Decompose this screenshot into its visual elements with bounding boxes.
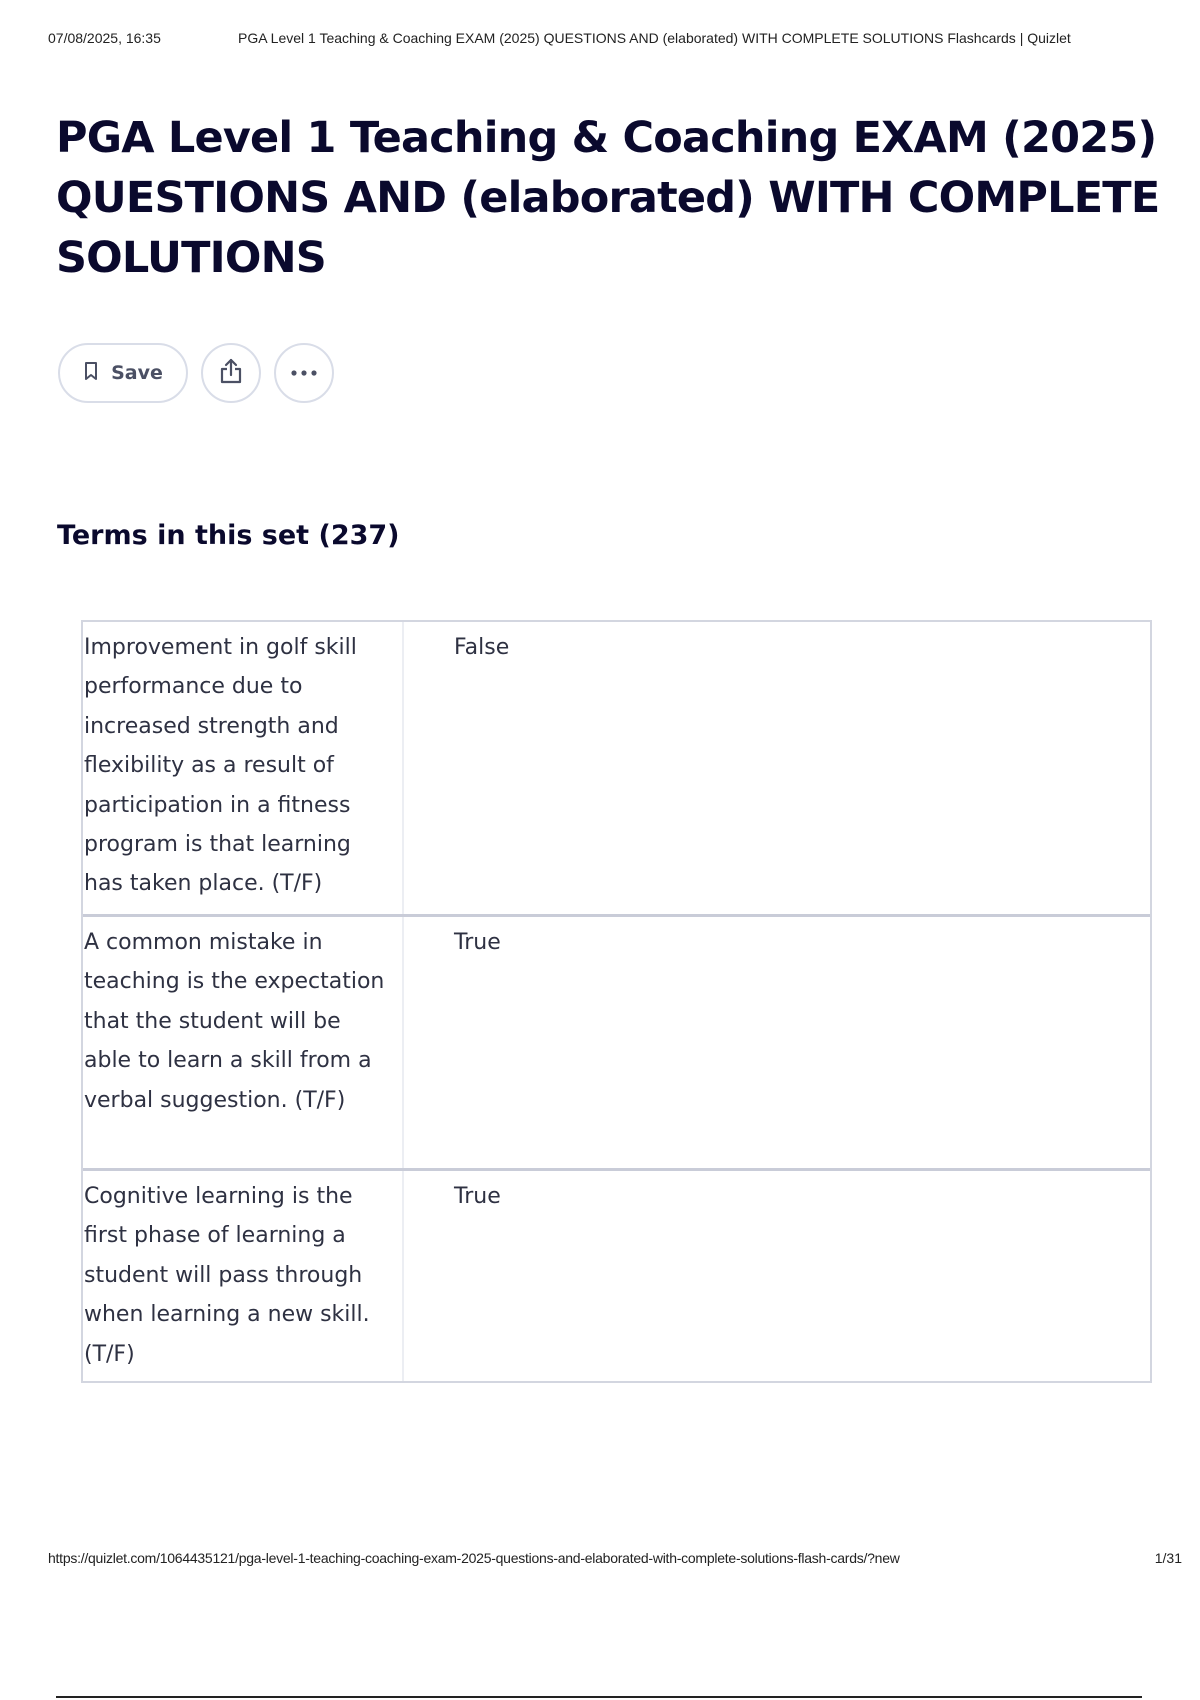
divider [56, 1696, 1142, 1698]
definition-text: True [454, 930, 501, 955]
share-button[interactable] [201, 343, 261, 403]
definition-text: True [454, 1184, 501, 1209]
term-row [83, 914, 1150, 1168]
print-datetime: 07/08/2025, 16:35 [48, 30, 161, 46]
print-document-title: PGA Level 1 Teaching & Coaching EXAM (2025) QUESTIONS AND (elaborated) WITH COMPLETE SOLUTIONS Flashcards | Quizlet [238, 30, 1071, 46]
share-icon [218, 357, 244, 390]
term-row [83, 622, 1150, 914]
term-row [83, 1168, 1150, 1381]
term-text: Improvement in golf skill performance due to increased strength and flexibility as a result of participation in a fitness program is that learning has taken place. (T/F) [83, 622, 404, 914]
more-icon [290, 364, 318, 382]
term-text: Cognitive learning is the first phase of learning a student will pass through when learning a new skill. (T/F) [83, 1171, 404, 1381]
save-button[interactable] [58, 343, 188, 403]
page-title: PGA Level 1 Teaching & Coaching EXAM (2025) QUESTIONS AND (elaborated) WITH COMPLETE SOLUTIONS [56, 113, 1160, 283]
page-number: 1/31 [1154, 1550, 1182, 1566]
term-text: A common mistake in teaching is the expectation that the student will be able to learn a skill from a verbal suggestion. (T/F) [83, 917, 404, 1168]
print-url: https://quizlet.com/1064435121/pga-level-1-teaching-coaching-exam-2025-questions-and-elaborated-with-complete-solutions-flash-cards/?new [48, 1550, 900, 1566]
set-actions [58, 343, 334, 403]
terms-heading: Terms in this set (237) [57, 520, 400, 551]
terms-list [81, 620, 1152, 1383]
more-options-button[interactable] [274, 343, 334, 403]
definition-text: False [454, 635, 510, 660]
bookmark-icon [83, 361, 99, 386]
save-button-label: Save [111, 362, 163, 384]
